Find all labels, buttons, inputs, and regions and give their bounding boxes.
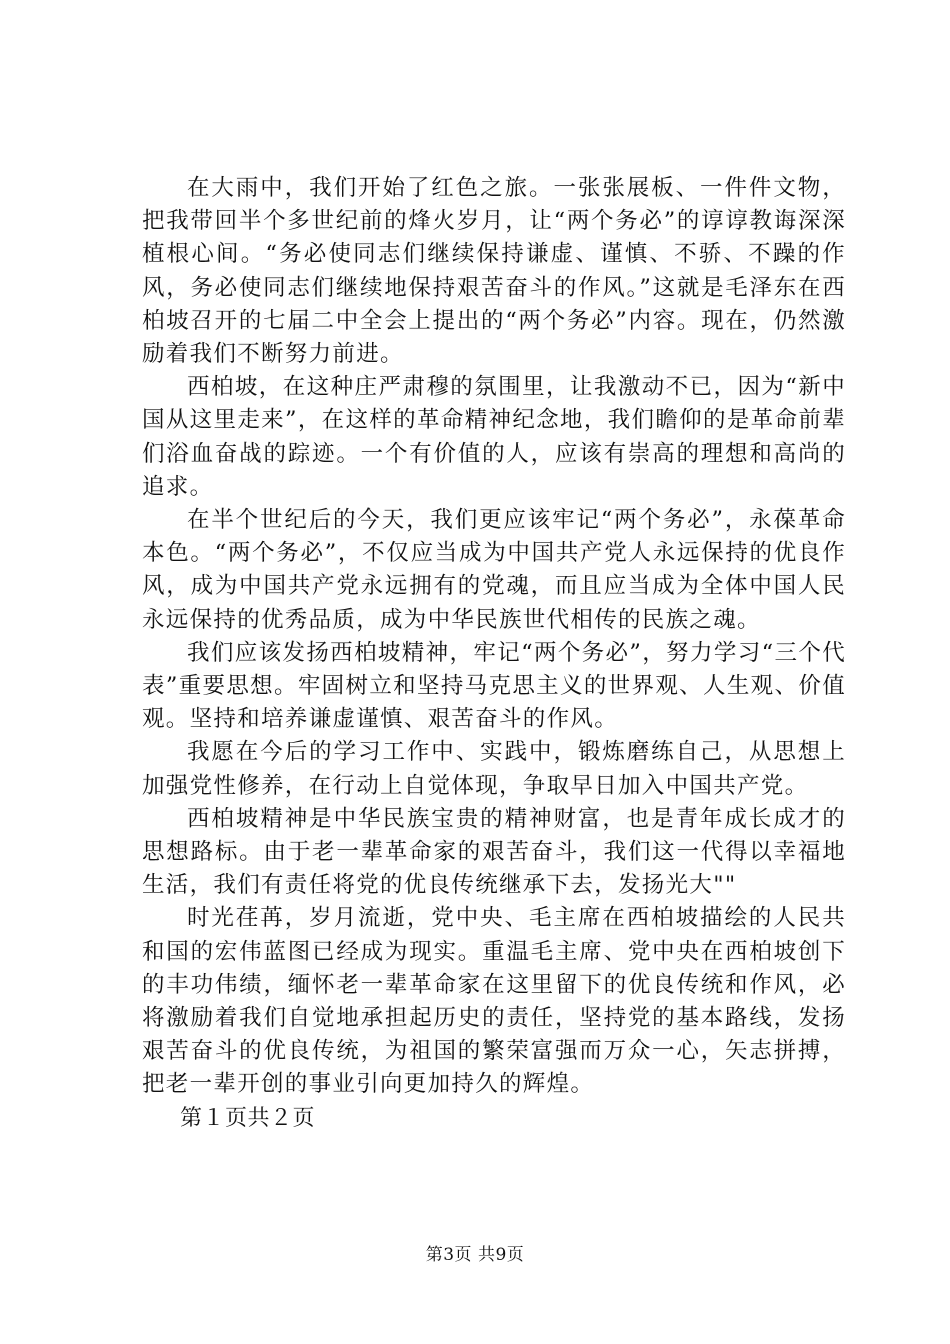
page-footer: 第3页 共9页 [425, 1245, 525, 1265]
paragraph-2: 西柏坡，在这种庄严肃穆的氛围里，让我激动不已，因为“新中国从这里走来”，在这样的革命精神纪念地，我们瞻仰的是革命前辈们浴血奋战的踪迹。一个有价值的人，应该有崇高的理想和高尚的追求。 [142, 374, 846, 500]
inner-page-number: 第１页共２页 [180, 1105, 316, 1131]
paragraph-4: 我们应该发扬西柏坡精神，牢记“两个务必”，努力学习“三个代表”重要思想。牢固树立和坚持马克思主义的世界观、人生观、价值观。坚持和培养谦虚谨慎、艰苦奋斗的作风。 [142, 639, 846, 733]
paragraph-6: 西柏坡精神是中华民族宝贵的精神财富，也是青年成长成才的思想路标。由于老一辈革命家的艰苦奋斗，我们这一代得以幸福地生活，我们有责任将党的优良传统继承下去，发扬光大"" [142, 805, 846, 899]
paragraph-1: 在大雨中，我们开始了红色之旅。一张张展板、一件件文物，把我带回半个多世纪前的烽火岁月，让“两个务必”的谆谆教诲深深植根心间。“务必使同志们继续保持谦虚、谨慎、不骄、不躁的作风，务必使同志们继续地保持艰苦奋斗的作风。”这就是毛泽东在西柏坡召开的七届二中全会上提出的“两个务必”内容。现在，仍然激励着我们不断努力前进。 [142, 175, 846, 368]
document-body [142, 172, 846, 1135]
paragraph-5: 我愿在今后的学习工作中、实践中，锻炼磨练自己，从思想上加强党性修养，在行动上自觉体现，争取早日加入中国共产党。 [142, 739, 846, 799]
paragraph-7: 时光荏苒，岁月流逝，党中央、毛主席在西柏坡描绘的人民共和国的宏伟蓝图已经成为现实。重温毛主席、党中央在西柏坡创下的丰功伟绩，缅怀老一辈革命家在这里留下的优良传统和作风，必将激励着我们自觉地承担起历史的责任，坚持党的基本路线，发扬艰苦奋斗的优良传统，为祖国的繁荣富强而万众一心，矢志拼搏，把老一辈开创的事业引向更加持久的辉煌。 [142, 905, 846, 1098]
paragraph-3: 在半个世纪后的今天，我们更应该牢记“两个务必”，永葆革命本色。“两个务必”，不仅应当成为中国共产党人永远保持的优良作风，成为中国共产党永远拥有的党魂，而且应当成为全体中国人民永远保持的优秀品质，成为中华民族世代相传的民族之魂。 [142, 507, 846, 633]
